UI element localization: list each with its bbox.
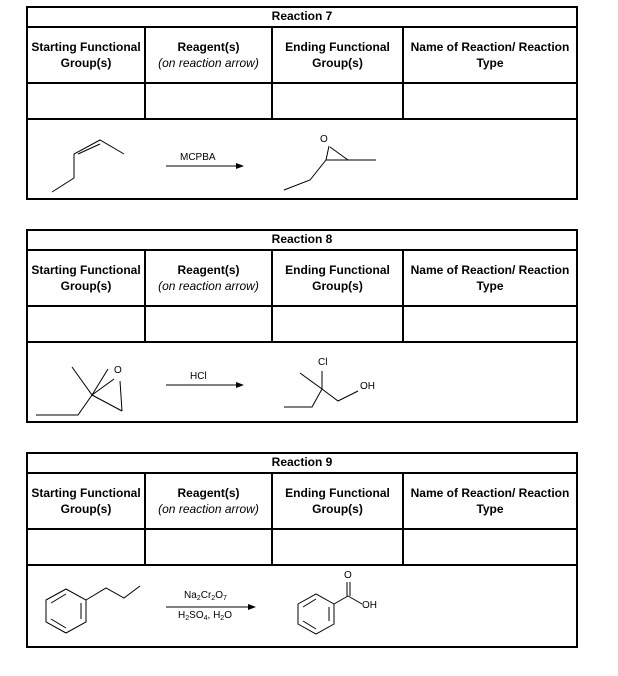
header-reagent (146, 28, 273, 82)
start-epoxide-methyl (92, 369, 108, 395)
answer-reagent-cell[interactable] (146, 307, 273, 341)
header-reagent (146, 474, 273, 528)
header-name: Name of Reaction/ Reaction Type (410, 263, 570, 293)
product-chain (284, 373, 322, 407)
header-row (28, 474, 576, 530)
arrow-head (236, 163, 244, 169)
product-hydroxyl: OH (362, 600, 377, 611)
reaction-7-title: Reaction 7 (28, 8, 576, 28)
header-starting: Starting Functional Group(s) (28, 28, 146, 82)
answer-starting-cell[interactable] (28, 530, 146, 564)
answer-starting-cell[interactable] (28, 307, 146, 341)
reaction-7-table (26, 6, 578, 200)
reaction-9-scheme (28, 566, 576, 646)
answer-ending-cell[interactable] (273, 530, 404, 564)
reaction-8-title: Reaction 8 (28, 231, 576, 251)
epoxide-bond-right (330, 147, 348, 160)
header-reagent (146, 251, 273, 305)
reaction-7-drawing (28, 120, 576, 200)
answer-name-cell[interactable] (404, 307, 576, 341)
arrow-head (248, 604, 256, 610)
start-epoxide-oxygen: O (114, 365, 122, 376)
answer-row (28, 530, 576, 566)
product-oh-bond (348, 596, 362, 604)
reaction-7-scheme (28, 120, 576, 200)
header-reagent-label: Reagent(s) (177, 486, 240, 500)
header-row (28, 251, 576, 307)
header-ending: Ending Functional Group(s) (273, 28, 404, 82)
header-reagent-note: (on reaction arrow) (158, 56, 259, 70)
start-epoxide-chain (36, 367, 92, 415)
reaction-9-title: Reaction 9 (28, 454, 576, 474)
reaction-8-table (26, 229, 578, 423)
product-carboxyl-bond (334, 596, 348, 604)
header-name: Name of Reaction/ Reaction Type (410, 486, 570, 516)
arrow-head (236, 382, 244, 388)
answer-ending-cell[interactable] (273, 307, 404, 341)
start-ring-double-3 (51, 619, 66, 628)
start-alkene-structure (52, 140, 124, 192)
header-name: Name of Reaction/ Reaction Type (410, 40, 570, 70)
header-starting: Starting Functional Group(s) (28, 474, 146, 528)
header-reagent-note: (on reaction arrow) (158, 502, 259, 516)
product-hydroxyl: OH (360, 381, 375, 392)
reaction-8-drawing (28, 343, 576, 423)
answer-reagent-cell[interactable] (146, 530, 273, 564)
answer-row (28, 84, 576, 120)
start-propyl-chain (86, 586, 140, 600)
reaction-9-drawing (28, 566, 576, 648)
epoxide-oxygen: O (320, 134, 328, 145)
header-starting: Starting Functional Group(s) (28, 251, 146, 305)
answer-ending-cell[interactable] (273, 84, 404, 118)
reagent-mcpba: MCPBA (180, 152, 216, 163)
start-epoxide-ring-b (92, 379, 114, 395)
header-ending: Ending Functional Group(s) (273, 474, 404, 528)
epoxide-bond-left (326, 146, 329, 160)
answer-reagent-cell[interactable] (146, 84, 273, 118)
answer-name-cell[interactable] (404, 530, 576, 564)
reaction-9-table (26, 452, 578, 648)
start-benzene-ring (46, 589, 86, 633)
start-epoxide-ring-a (92, 395, 122, 411)
header-ending: Ending Functional Group(s) (273, 251, 404, 305)
reagent-hcl: HCl (190, 371, 207, 382)
answer-row (28, 307, 576, 343)
answer-starting-cell[interactable] (28, 84, 146, 118)
answer-name-cell[interactable] (404, 84, 576, 118)
start-ring-double-1 (51, 594, 66, 603)
reagent-acid-water: $H_2SO_4$, $H_2O$ (178, 610, 232, 622)
product-chlorine: Cl (318, 357, 328, 368)
header-reagent-label: Reagent(s) (177, 40, 240, 54)
reagent-dichromate: $Na_2Cr_2O_7$ (184, 590, 227, 602)
epoxide-chain (284, 160, 376, 190)
product-carbonyl-oxygen: O (344, 570, 352, 581)
header-reagent-note: (on reaction arrow) (158, 279, 259, 293)
start-epoxide-ring-c (120, 381, 122, 411)
product-oh-chain (322, 389, 358, 401)
reaction-8-scheme (28, 343, 576, 423)
header-row (28, 28, 576, 84)
header-reagent-label: Reagent(s) (177, 263, 240, 277)
